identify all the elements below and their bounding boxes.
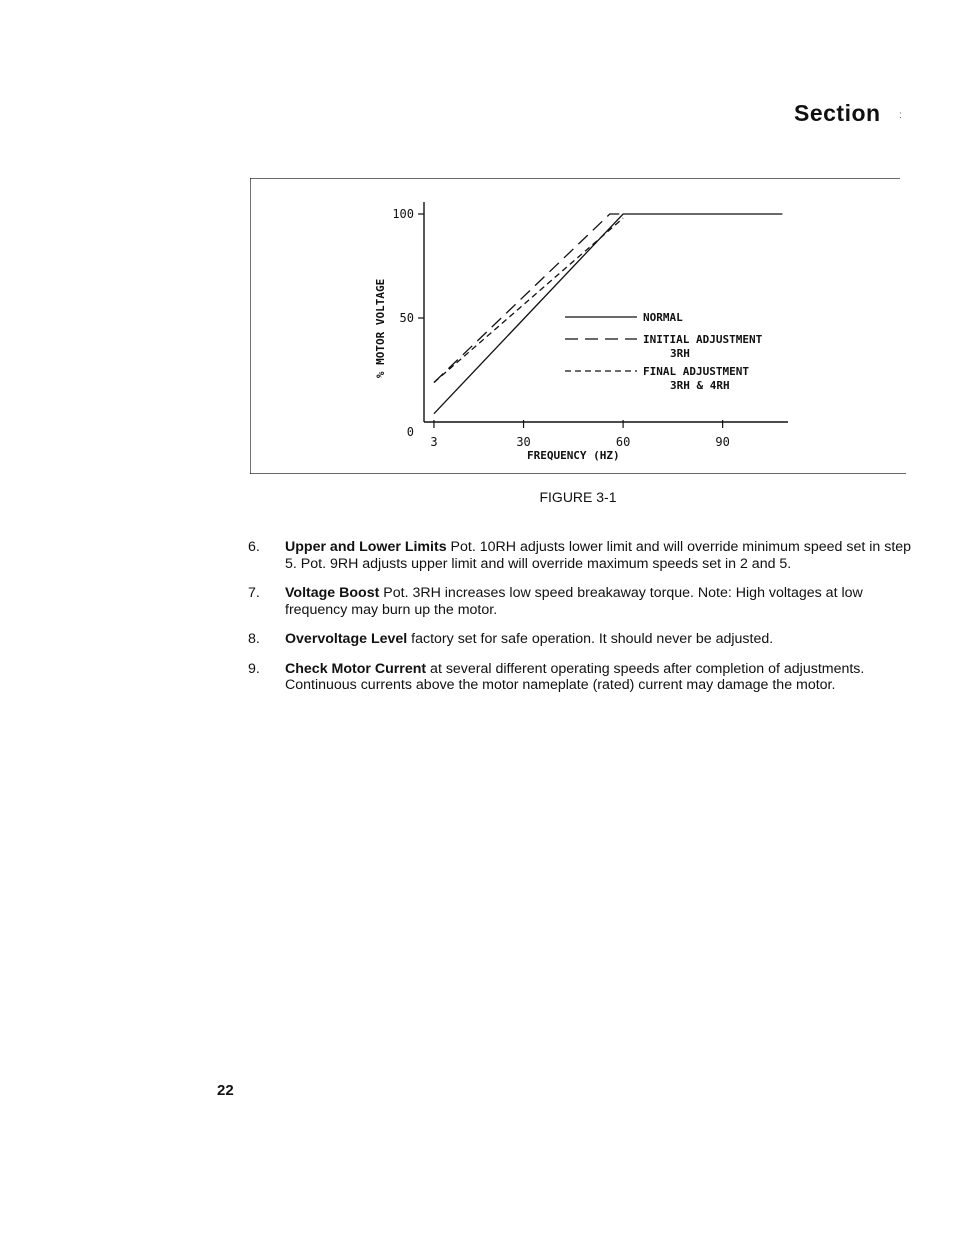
y-axis-label: % MOTOR VOLTAGE — [374, 278, 387, 379]
step-number: 6. — [248, 539, 260, 555]
section-title: Section — [794, 100, 881, 126]
y-tick-label: 50 — [399, 311, 414, 325]
list-item — [248, 585, 912, 618]
list-item — [248, 539, 912, 572]
legend-label: NORMAL — [643, 311, 683, 324]
step-number: 9. — [248, 660, 260, 677]
legend-label: FINAL ADJUSTMENT — [643, 365, 749, 378]
step-heading: Voltage Boost — [285, 585, 380, 601]
x-axis-label: FREQUENCY (HZ) — [526, 449, 620, 462]
step-text: Pot. 3RH increases low speed breakaway torque. Note: High voltages at low frequency may burn up the motor. — [285, 585, 863, 618]
step-text: at several different operating speeds after completion of adjustments. Continuous currents above the motor nameplate (rated) current may damage the motor. — [285, 660, 865, 693]
y-tick-label: 0 — [406, 425, 414, 439]
page-number: 22 — [217, 1082, 234, 1099]
voltage-frequency-chart — [250, 178, 906, 474]
figure-3-1 — [250, 178, 906, 474]
legend-label: INITIAL ADJUSTMENT — [643, 333, 763, 346]
series-line — [434, 214, 782, 414]
x-tick-label: 90 — [715, 435, 730, 449]
y-tick-label: 100 — [392, 207, 414, 221]
x-tick-label: 60 — [615, 435, 631, 449]
list-item — [248, 631, 912, 648]
series-line — [434, 214, 623, 382]
series-line — [434, 218, 623, 382]
figure-caption: FIGURE 3-1 — [539, 489, 617, 505]
step-heading: Overvoltage Level — [285, 631, 408, 647]
step-text: factory set for safe operation. It should never be adjusted. — [407, 631, 774, 647]
step-heading: Upper and Lower Limits — [285, 539, 447, 555]
step-number: 7. — [248, 585, 260, 601]
list-item — [248, 661, 912, 694]
legend-label: 3RH — [670, 347, 690, 360]
step-heading: Check Motor Current — [285, 660, 427, 677]
x-tick-label: 3 — [430, 435, 438, 449]
step-number: 8. — [248, 631, 260, 647]
legend-label: 3RH & 4RH — [670, 379, 730, 392]
instruction-list — [248, 539, 912, 707]
step-text: Pot. 10RH adjusts lower limit and will override minimum speed set in step 5. Pot. 9RH adjusts upper limit and will override maximum speeds set in 2 and 5. — [285, 539, 912, 572]
section-mark: : — [899, 110, 902, 121]
x-tick-label: 30 — [516, 435, 531, 449]
